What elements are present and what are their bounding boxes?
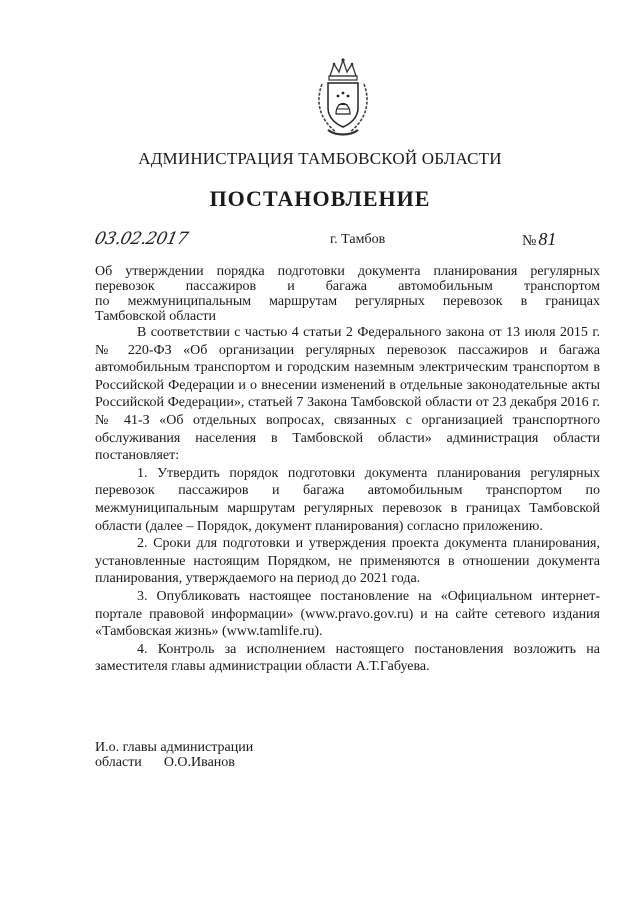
signatory-name: О.О.Иванов — [163, 755, 235, 770]
signatory-position: И.о. главы администрации — [95, 740, 254, 755]
item-1-paragraph: 1. Утвердить порядок подготовки документа планирования регулярных перевозок пассажиров и багажа автомобильным транспортом по межмуниципальным маршрутам регулярных перевозок в границах Тамбовской области (далее – Порядок, документ планирования) согласно приложению. — [95, 465, 600, 534]
document-date: 03.02.2017 — [92, 229, 190, 249]
document-city: г. Тамбов — [330, 232, 386, 247]
document-body — [95, 324, 600, 676]
document-number — [522, 229, 556, 250]
number-prefix: № — [522, 233, 537, 249]
item-2-paragraph: 2. Сроки для подготовки и утверждения проекта документа планирования, установленные настоящим Порядком, не применяются в отношении документа планирования, утверждаемого на период до 2021 года. — [95, 536, 600, 587]
signature-block — [95, 740, 253, 770]
item-4-paragraph: 4. Контроль за исполнением настоящего постановления возложить на заместителя главы администрации области А.Т.Габуева. — [95, 641, 600, 675]
signatory-position-2: области — [95, 755, 142, 770]
document-type: ПОСТАНОВЛЕНИЕ — [209, 186, 431, 211]
organization-name: АДМИНИСТРАЦИЯ ТАМБОВСКОЙ ОБЛАСТИ — [138, 149, 502, 168]
title-line-4: Тамбовской области — [95, 309, 217, 324]
coat-of-arms-icon — [314, 56, 372, 140]
preamble-paragraph: В соответствии с частью 4 статьи 2 Федерального закона от 13 июля 2015 г. № 220-ФЗ «Об организации регулярных перевозок пассажиров и багажа автомобильным транспортом и городским наземным электрическим транспортом в Российской Федерации и о внесении изменений в отдельные законодательные акты Российской Федерации», статьей 7 Закона Тамбовской области от 23 декабря 2016 г. № 41-З «Об отдельных вопросах, связанных с организацией транспортного обслуживания населения в Тамбовской области» администрация области постановляет: — [95, 325, 600, 464]
number-value: 81 — [538, 229, 557, 249]
title-line-2: перевозок пассажиров и багажа автомобильным транспортом — [95, 279, 600, 294]
item-3-paragraph: 3. Опубликовать настоящее постановление на «Официальном интернет-портале правовой информации» (www.pravo.gov.ru) и на сайте сетевого издания «Тамбовская жизнь» (www.tamlife.ru). — [95, 588, 600, 640]
title-line-1: Об утверждении порядка подготовки документа планирования регулярных — [95, 264, 600, 279]
title-line-3: по межмуниципальным маршрутам регулярных перевозок в границах — [95, 294, 600, 309]
document-title — [95, 264, 600, 324]
